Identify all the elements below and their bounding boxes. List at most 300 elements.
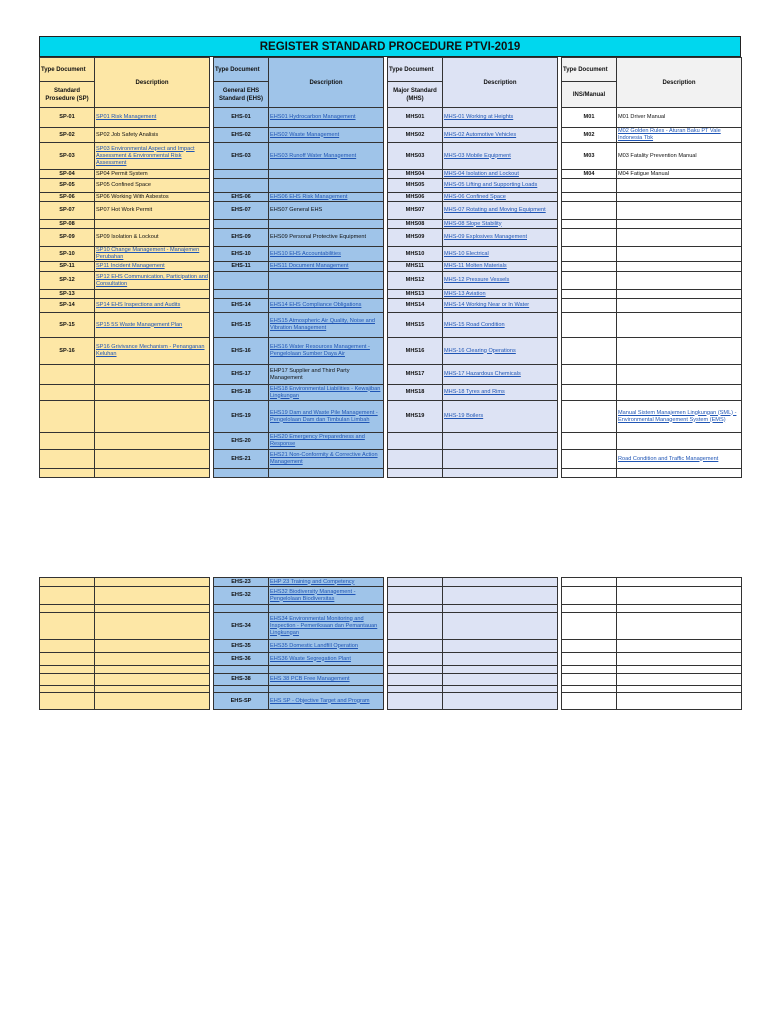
- ins-description[interactable]: Manual Sistem Manajemen Lingkungan (SML) - Environmental Management System (EMS): [617, 401, 742, 433]
- header-group-label: General EHS Standard (EHS): [214, 82, 269, 108]
- ehs-code: [214, 272, 269, 290]
- table-row: [40, 640, 742, 653]
- sp-description: [95, 693, 210, 710]
- sp-description: [95, 401, 210, 433]
- table-row: [40, 401, 742, 433]
- ehs-code: EHS-11: [214, 262, 269, 272]
- table-row: [40, 290, 742, 299]
- mhs-description: [443, 640, 558, 653]
- ins-code: [562, 640, 617, 653]
- ins-description: [617, 385, 742, 401]
- ehs-code: EHS-34: [214, 613, 269, 640]
- ins-description: [617, 202, 742, 220]
- ins-code: [562, 433, 617, 450]
- sp-description: [95, 365, 210, 385]
- ins-code: [562, 401, 617, 433]
- sp-code: [40, 587, 95, 605]
- ehs-code: EHS-16: [214, 338, 269, 365]
- mhs-code: [388, 433, 443, 450]
- sp-code: SP-09: [40, 229, 95, 247]
- mhs-description[interactable]: MHS-12 Pressure Vessels: [443, 272, 558, 290]
- header-description: Description: [443, 58, 558, 108]
- mhs-description: [443, 578, 558, 587]
- mhs-description: [443, 693, 558, 710]
- ehs-description[interactable]: EHP 23 Training and Competency: [269, 578, 384, 587]
- sp-description: [95, 666, 210, 674]
- mhs-code: MHS01: [388, 108, 443, 128]
- ehs-description[interactable]: EHS36 Waste Segregation Plant: [269, 653, 384, 666]
- ehs-description: [269, 469, 384, 478]
- sheet-title: REGISTER STANDARD PROCEDURE PTVI-2019: [39, 36, 741, 57]
- ehs-description[interactable]: EHS06 EHS Risk Management: [269, 193, 384, 202]
- ins-code: [562, 247, 617, 262]
- sp-code: [40, 674, 95, 686]
- sp-description: SP02 Job Safety Analisis: [95, 128, 210, 143]
- ins-description: [617, 674, 742, 686]
- sp-description: [95, 469, 210, 478]
- ins-code: M04: [562, 170, 617, 179]
- mhs-code: [388, 587, 443, 605]
- sp-description: [95, 587, 210, 605]
- sp-description: [95, 385, 210, 401]
- ins-code: [562, 202, 617, 220]
- ehs-code: EHS-35: [214, 640, 269, 653]
- ehs-code: EHS-09: [214, 229, 269, 247]
- ins-code: M02: [562, 128, 617, 143]
- mhs-description[interactable]: MHS-04 Isolation and Lockout: [443, 170, 558, 179]
- ehs-description[interactable]: EHS21 Non-Conformity & Corrective Action Management: [269, 450, 384, 469]
- table-row: [40, 128, 742, 143]
- ins-description: [617, 653, 742, 666]
- table-row: [40, 338, 742, 365]
- sp-code: SP-11: [40, 262, 95, 272]
- ins-code: [562, 338, 617, 365]
- register-table-main: [39, 57, 742, 478]
- ins-code: [562, 179, 617, 193]
- sp-code: SP-04: [40, 170, 95, 179]
- ehs-description: EHP17 Supplier and Third Party Management: [269, 365, 384, 385]
- sp-description: [95, 450, 210, 469]
- ehs-code: EHS-38: [214, 674, 269, 686]
- table-row: [40, 365, 742, 385]
- header-type-document: Type Document: [40, 58, 95, 82]
- ehs-description: [269, 666, 384, 674]
- sp-description: [95, 640, 210, 653]
- ehs-description[interactable]: EHS02 Waste Management: [269, 128, 384, 143]
- ehs-code: EHS-SP: [214, 693, 269, 710]
- ehs-code: [214, 290, 269, 299]
- table-row: [40, 385, 742, 401]
- table-row: [40, 229, 742, 247]
- ins-description: [617, 193, 742, 202]
- mhs-description: [443, 450, 558, 469]
- ehs-code: [214, 170, 269, 179]
- ins-description: M04 Fatigue Manual: [617, 170, 742, 179]
- sp-description: SP06 Working With Asbestos: [95, 193, 210, 202]
- ins-description: [617, 693, 742, 710]
- ins-code: [562, 674, 617, 686]
- sp-code: [40, 613, 95, 640]
- ins-code: [562, 193, 617, 202]
- mhs-code: [388, 469, 443, 478]
- ehs-description[interactable]: EHS20 Emergency Preparedness and Response: [269, 433, 384, 450]
- ehs-code: EHS-36: [214, 653, 269, 666]
- table-row: [40, 674, 742, 686]
- sp-code: SP-16: [40, 338, 95, 365]
- mhs-code: [388, 613, 443, 640]
- sp-description: [95, 290, 210, 299]
- ehs-code: EHS-14: [214, 299, 269, 313]
- ins-code: M03: [562, 143, 617, 170]
- mhs-description[interactable]: MHS-03 Mobile Equipment: [443, 143, 558, 170]
- ins-description: [617, 666, 742, 674]
- ins-description: [617, 299, 742, 313]
- ehs-description[interactable]: EHS01 Hydrocarbon Management: [269, 108, 384, 128]
- sp-code: [40, 385, 95, 401]
- ins-description: [617, 365, 742, 385]
- mhs-description[interactable]: MHS-09 Explosives Management: [443, 229, 558, 247]
- ins-description: [617, 229, 742, 247]
- sp-description[interactable]: SP15 5S Waste Management Plan: [95, 313, 210, 338]
- ins-code: [562, 587, 617, 605]
- header-group-label: Major Standard (MHS): [388, 82, 443, 108]
- ehs-description: EHS09 Personal Protective Equipment: [269, 229, 384, 247]
- ins-code: [562, 613, 617, 640]
- ins-description[interactable]: Road Condition and Traffic Management: [617, 450, 742, 469]
- mhs-code: MHS06: [388, 193, 443, 202]
- sp-description: SP05 Confined Space: [95, 179, 210, 193]
- sp-code: SP-08: [40, 220, 95, 229]
- sp-description[interactable]: SP16 Grivivance Mechanism - Penanganan Keluhan: [95, 338, 210, 365]
- ehs-description[interactable]: EHS SP - Objective Target and Program: [269, 693, 384, 710]
- sp-code: [40, 653, 95, 666]
- table-row: [40, 666, 742, 674]
- mhs-description: [443, 653, 558, 666]
- ins-code: [562, 385, 617, 401]
- ehs-description: [269, 179, 384, 193]
- sp-description[interactable]: SP03 Environmental Aspect and Impact Assessment & Environmental Risk Assessment: [95, 143, 210, 170]
- table-row: [40, 247, 742, 262]
- ins-code: [562, 450, 617, 469]
- mhs-description: [443, 469, 558, 478]
- sp-code: [40, 640, 95, 653]
- mhs-description[interactable]: MHS-18 Tyres and Rims: [443, 385, 558, 401]
- ehs-description[interactable]: EHS10 EHS Accountabilities: [269, 247, 384, 262]
- ins-description: [617, 686, 742, 693]
- ins-description: [617, 272, 742, 290]
- table-row: [40, 299, 742, 313]
- mhs-code: MHS15: [388, 313, 443, 338]
- mhs-code: MHS17: [388, 365, 443, 385]
- ins-description: [617, 613, 742, 640]
- sp-description: SP07 Hot Work Permit: [95, 202, 210, 220]
- sp-description: [95, 578, 210, 587]
- mhs-code: MHS03: [388, 143, 443, 170]
- ins-description: [617, 587, 742, 605]
- ehs-code: EHS-07: [214, 202, 269, 220]
- table-row: [40, 193, 742, 202]
- sp-code: [40, 469, 95, 478]
- ins-code: [562, 313, 617, 338]
- ins-code: [562, 578, 617, 587]
- table-row: [40, 469, 742, 478]
- ehs-code: [214, 179, 269, 193]
- ehs-description: EHS07 General EHS: [269, 202, 384, 220]
- ins-code: [562, 653, 617, 666]
- sp-code: SP-07: [40, 202, 95, 220]
- ins-code: [562, 229, 617, 247]
- sp-code: SP-05: [40, 179, 95, 193]
- sp-description: SP09 Isolation & Lockout: [95, 229, 210, 247]
- mhs-code: MHS04: [388, 170, 443, 179]
- table-row: [40, 450, 742, 469]
- ehs-code: EHS-17: [214, 365, 269, 385]
- ins-code: [562, 220, 617, 229]
- table-row: [40, 587, 742, 605]
- ehs-code: EHS-21: [214, 450, 269, 469]
- ins-code: [562, 290, 617, 299]
- sp-code: SP-10: [40, 247, 95, 262]
- sp-code: SP-14: [40, 299, 95, 313]
- mhs-code: [388, 693, 443, 710]
- ehs-description[interactable]: EHS03 Runoff Water Management: [269, 143, 384, 170]
- ehs-code: EHS-19: [214, 401, 269, 433]
- ins-description: M03 Fatality Prevention Manual: [617, 143, 742, 170]
- table-row: [40, 578, 742, 587]
- ehs-description[interactable]: EHS35 Domestic Landfill Operation: [269, 640, 384, 653]
- mhs-code: [388, 686, 443, 693]
- ins-description: [617, 469, 742, 478]
- ehs-description[interactable]: EHS18 Environmental Liabilities - Kewajiban Lingkungan: [269, 385, 384, 401]
- ins-description: [617, 290, 742, 299]
- table-row: [40, 693, 742, 710]
- mhs-description[interactable]: MHS-01 Working at Heights: [443, 108, 558, 128]
- ins-description: [617, 179, 742, 193]
- table-row: [40, 170, 742, 179]
- ehs-code: [214, 605, 269, 613]
- ehs-code: EHS-03: [214, 143, 269, 170]
- ehs-description[interactable]: EHS15 Atmospheric Air Quality, Noise and Vibration Management: [269, 313, 384, 338]
- mhs-code: MHS14: [388, 299, 443, 313]
- ins-description: [617, 605, 742, 613]
- ins-code: [562, 365, 617, 385]
- mhs-code: MHS09: [388, 229, 443, 247]
- mhs-code: [388, 605, 443, 613]
- table-row: [40, 143, 742, 170]
- ehs-description: [269, 272, 384, 290]
- sp-code: [40, 578, 95, 587]
- sp-code: [40, 433, 95, 450]
- sp-code: [40, 686, 95, 693]
- mhs-description: [443, 686, 558, 693]
- ins-description: [617, 313, 742, 338]
- mhs-description: [443, 433, 558, 450]
- ehs-code: [214, 686, 269, 693]
- sp-code: SP-03: [40, 143, 95, 170]
- ehs-code: EHS-10: [214, 247, 269, 262]
- ehs-code: EHS-06: [214, 193, 269, 202]
- ins-code: [562, 262, 617, 272]
- ehs-code: EHS-32: [214, 587, 269, 605]
- ehs-code: EHS-18: [214, 385, 269, 401]
- ins-description: [617, 640, 742, 653]
- sp-code: SP-13: [40, 290, 95, 299]
- ehs-description: [269, 605, 384, 613]
- ins-code: [562, 666, 617, 674]
- ehs-description[interactable]: EHS32 Biodiversity Management - Pengelolaan Biodiversitas: [269, 587, 384, 605]
- ehs-code: EHS-02: [214, 128, 269, 143]
- table-row: [40, 272, 742, 290]
- ins-description: [617, 262, 742, 272]
- mhs-description[interactable]: MHS-11 Molten Materials: [443, 262, 558, 272]
- header-group-label: Standard Prosedure (SP): [40, 82, 95, 108]
- ehs-code: EHS-23: [214, 578, 269, 587]
- mhs-code: [388, 578, 443, 587]
- sp-description: [95, 686, 210, 693]
- sp-code: SP-02: [40, 128, 95, 143]
- ehs-description[interactable]: EHS16 Water Resources Management - Pengelolaan Sumber Daya Air: [269, 338, 384, 365]
- ehs-description[interactable]: EHS34 Environmental Monitoring and Inspection - Pemeriksaan dan Pemantauan Lingkungan: [269, 613, 384, 640]
- table-row: [40, 613, 742, 640]
- mhs-code: MHS11: [388, 262, 443, 272]
- mhs-description[interactable]: MHS-06 Confined Space: [443, 193, 558, 202]
- register-table-continued: [39, 577, 742, 710]
- table-row: [40, 220, 742, 229]
- table-row: [40, 179, 742, 193]
- mhs-code: [388, 640, 443, 653]
- sp-code: [40, 450, 95, 469]
- table-row: [40, 433, 742, 450]
- table-row: [40, 108, 742, 128]
- mhs-code: MHS13: [388, 290, 443, 299]
- ins-description: [617, 338, 742, 365]
- sp-code: [40, 666, 95, 674]
- ins-description: [617, 578, 742, 587]
- table-row: [40, 605, 742, 613]
- mhs-code: MHS02: [388, 128, 443, 143]
- sp-description[interactable]: SP11 Incident Management: [95, 262, 210, 272]
- sp-description: [95, 605, 210, 613]
- mhs-description: [443, 605, 558, 613]
- ehs-code: [214, 666, 269, 674]
- ins-code: [562, 272, 617, 290]
- sp-description: [95, 613, 210, 640]
- header-type-document: Type Document: [214, 58, 269, 82]
- mhs-description: [443, 666, 558, 674]
- mhs-code: MHS07: [388, 202, 443, 220]
- ehs-description: [269, 290, 384, 299]
- sp-description[interactable]: SP01 Risk Management: [95, 108, 210, 128]
- ins-description: M01 Driver Manual: [617, 108, 742, 128]
- sp-code: SP-15: [40, 313, 95, 338]
- ehs-description: [269, 220, 384, 229]
- ins-code: M01: [562, 108, 617, 128]
- ehs-description: [269, 170, 384, 179]
- mhs-code: MHS08: [388, 220, 443, 229]
- mhs-description[interactable]: MHS-10 Electrical: [443, 247, 558, 262]
- ins-code: [562, 686, 617, 693]
- header-group-label: INS/Manual: [562, 82, 617, 108]
- header-description: Description: [95, 58, 210, 108]
- mhs-description[interactable]: MHS-16 Clearing Operations: [443, 338, 558, 365]
- ehs-code: EHS-20: [214, 433, 269, 450]
- table-row: [40, 202, 742, 220]
- ehs-code: [214, 220, 269, 229]
- mhs-description[interactable]: MHS-08 Slope Stability: [443, 220, 558, 229]
- sp-code: [40, 693, 95, 710]
- mhs-description[interactable]: MHS-19 Boilers: [443, 401, 558, 433]
- mhs-code: [388, 674, 443, 686]
- mhs-description: [443, 674, 558, 686]
- ins-code: [562, 469, 617, 478]
- header-description: Description: [617, 58, 742, 108]
- mhs-description[interactable]: MHS-07 Rotating and Moving Equipment: [443, 202, 558, 220]
- ins-code: [562, 605, 617, 613]
- sp-description: [95, 674, 210, 686]
- sp-description: SP04 Permit System: [95, 170, 210, 179]
- sp-code: SP-01: [40, 108, 95, 128]
- ins-code: [562, 693, 617, 710]
- mhs-code: [388, 450, 443, 469]
- sp-description[interactable]: SP10 Change Management - Manajemen Perubahan: [95, 247, 210, 262]
- header-type-document: Type Document: [388, 58, 443, 82]
- ins-description: [617, 247, 742, 262]
- mhs-description[interactable]: MHS-05 Lifting and Supporting Loads: [443, 179, 558, 193]
- ehs-description: [269, 686, 384, 693]
- sp-description: [95, 653, 210, 666]
- mhs-description: [443, 613, 558, 640]
- mhs-description[interactable]: MHS-02 Automotive Vehicles: [443, 128, 558, 143]
- table-row: [40, 313, 742, 338]
- mhs-code: MHS16: [388, 338, 443, 365]
- table-row: [40, 262, 742, 272]
- sp-description: [95, 433, 210, 450]
- sp-code: SP-12: [40, 272, 95, 290]
- table-row: [40, 686, 742, 693]
- sp-description[interactable]: SP12 EHS Communication, Participation and Consultation: [95, 272, 210, 290]
- sp-description[interactable]: SP14 EHS Inspections and Audits: [95, 299, 210, 313]
- table-row: [40, 653, 742, 666]
- ins-description[interactable]: M02 Golden Rules - Aturan Baku PT Vale Indonesia Tbk: [617, 128, 742, 143]
- mhs-description[interactable]: MHS-15 Road Condition: [443, 313, 558, 338]
- mhs-code: MHS12: [388, 272, 443, 290]
- mhs-code: MHS19: [388, 401, 443, 433]
- ins-description: [617, 220, 742, 229]
- ehs-description[interactable]: EHS11 Document Management: [269, 262, 384, 272]
- ins-code: [562, 299, 617, 313]
- sp-code: [40, 365, 95, 385]
- ehs-code: [214, 469, 269, 478]
- sp-description: [95, 220, 210, 229]
- mhs-code: MHS05: [388, 179, 443, 193]
- sp-code: SP-06: [40, 193, 95, 202]
- sp-code: [40, 401, 95, 433]
- mhs-description[interactable]: MHS-17 Hazardous Chemicals: [443, 365, 558, 385]
- ehs-description[interactable]: EHS14 EHS Compliance Obligations: [269, 299, 384, 313]
- mhs-description[interactable]: MHS-13 Aviation: [443, 290, 558, 299]
- ehs-description[interactable]: EHS 38 PCB Free Management: [269, 674, 384, 686]
- mhs-code: [388, 666, 443, 674]
- ehs-description[interactable]: EHS19 Dam and Waste Pile Management - Pengelolaan Dam dan Timbulan Limbah: [269, 401, 384, 433]
- mhs-code: [388, 653, 443, 666]
- ins-description: [617, 433, 742, 450]
- sp-code: [40, 605, 95, 613]
- ehs-code: EHS-01: [214, 108, 269, 128]
- mhs-code: MHS10: [388, 247, 443, 262]
- header-description: Description: [269, 58, 384, 108]
- mhs-code: MHS18: [388, 385, 443, 401]
- mhs-description[interactable]: MHS-14 Working Near or In Water: [443, 299, 558, 313]
